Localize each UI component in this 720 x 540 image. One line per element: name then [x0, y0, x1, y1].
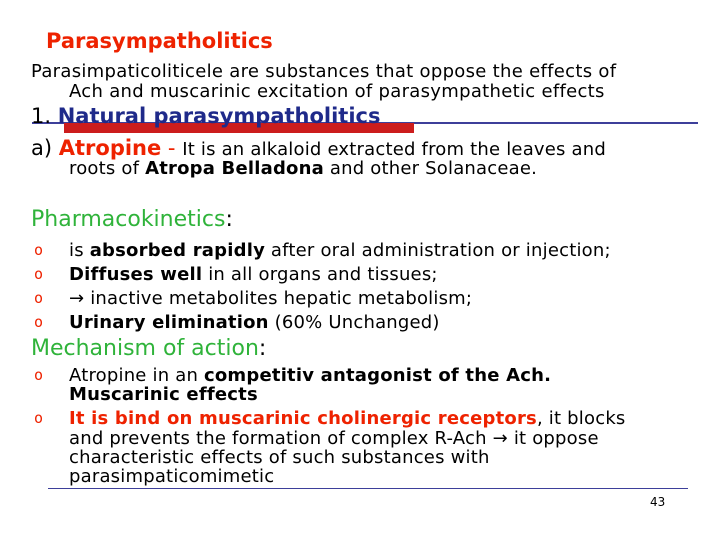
ma-item-1-b: competitiv antagonist of the Ach. — [204, 365, 552, 386]
pk-heading-colon: : — [225, 207, 233, 232]
intro-line-2: Ach and muscarinic excitation of parasympathetic effects — [69, 81, 605, 102]
slide-title: Parasympatholitics — [46, 29, 273, 53]
atropine-prefix: a) — [31, 136, 59, 160]
atropine-line — [31, 136, 606, 160]
pk-item-3-a: → inactive metabolites hepatic metabolism; — [69, 288, 473, 309]
natural-label: Natural parasympatholitics — [57, 104, 381, 128]
pk-item-4 — [69, 312, 440, 333]
atropine-line2-a: roots of — [69, 158, 146, 179]
page-number: 43 — [650, 495, 666, 509]
pk-item-1-a: is — [69, 240, 90, 261]
pk-item-1-b: absorbed rapidly — [89, 240, 266, 261]
pk-item-4-c: (60% Unchanged) — [268, 312, 440, 333]
pk-heading-text: Pharmacokinetics — [31, 207, 226, 232]
pk-item-2-c: in all organs and tissues; — [202, 264, 438, 285]
intro-line-1: Parasimpaticoliticele are substances that oppose the effects of — [31, 61, 617, 82]
atropine-line2-species: Atropa Belladona — [145, 158, 324, 179]
pk-item-1-c: after oral administration or injection; — [265, 240, 611, 261]
ma-item-2-a: It is bind on muscarinic cholinergic receptors — [69, 408, 537, 429]
mechanism-heading — [31, 336, 266, 361]
bullet-icon: o — [34, 289, 44, 307]
natural-heading — [31, 104, 381, 128]
atropine-name: Atropine — [58, 136, 162, 160]
ma-item-2-b: , it blocks — [536, 408, 626, 429]
pharmacokinetics-heading — [31, 207, 233, 232]
ma-heading-text: Mechanism of action — [31, 336, 259, 361]
pk-item-4-b: Urinary elimination — [69, 312, 269, 333]
atropine-line2-c: and other Solanaceae. — [323, 158, 538, 179]
bullet-icon: o — [34, 409, 44, 427]
ma-item-2-line-2: and prevents the formation of complex R-Ach → it oppose — [69, 428, 599, 449]
bullet-icon: o — [34, 313, 44, 331]
ma-heading-colon: : — [258, 336, 267, 361]
ma-item-1-line-2: Muscarinic effects — [69, 384, 258, 405]
ma-item-2-line-3: characteristic effects of such substances with — [69, 447, 490, 468]
pk-item-2-b: Diffuses well — [69, 264, 203, 285]
ma-item-2-line-4: parasimpaticomimetic — [69, 466, 275, 487]
atropine-text: It is an alkaloid extracted from the leaves and — [182, 139, 607, 160]
pk-item-1 — [69, 240, 611, 261]
ma-item-1-a: Atropine in an — [69, 365, 204, 386]
ma-item-1 — [69, 365, 551, 386]
footer-divider — [48, 488, 688, 489]
atropine-line-2 — [69, 158, 537, 179]
ma-item-2 — [69, 408, 626, 429]
natural-number: 1. — [31, 104, 58, 128]
atropine-dash: - — [161, 136, 183, 160]
pk-item-2 — [69, 264, 438, 285]
bullet-icon: o — [34, 366, 44, 384]
bullet-icon: o — [34, 241, 44, 259]
pk-item-3 — [69, 288, 472, 309]
bullet-icon: o — [34, 265, 44, 283]
